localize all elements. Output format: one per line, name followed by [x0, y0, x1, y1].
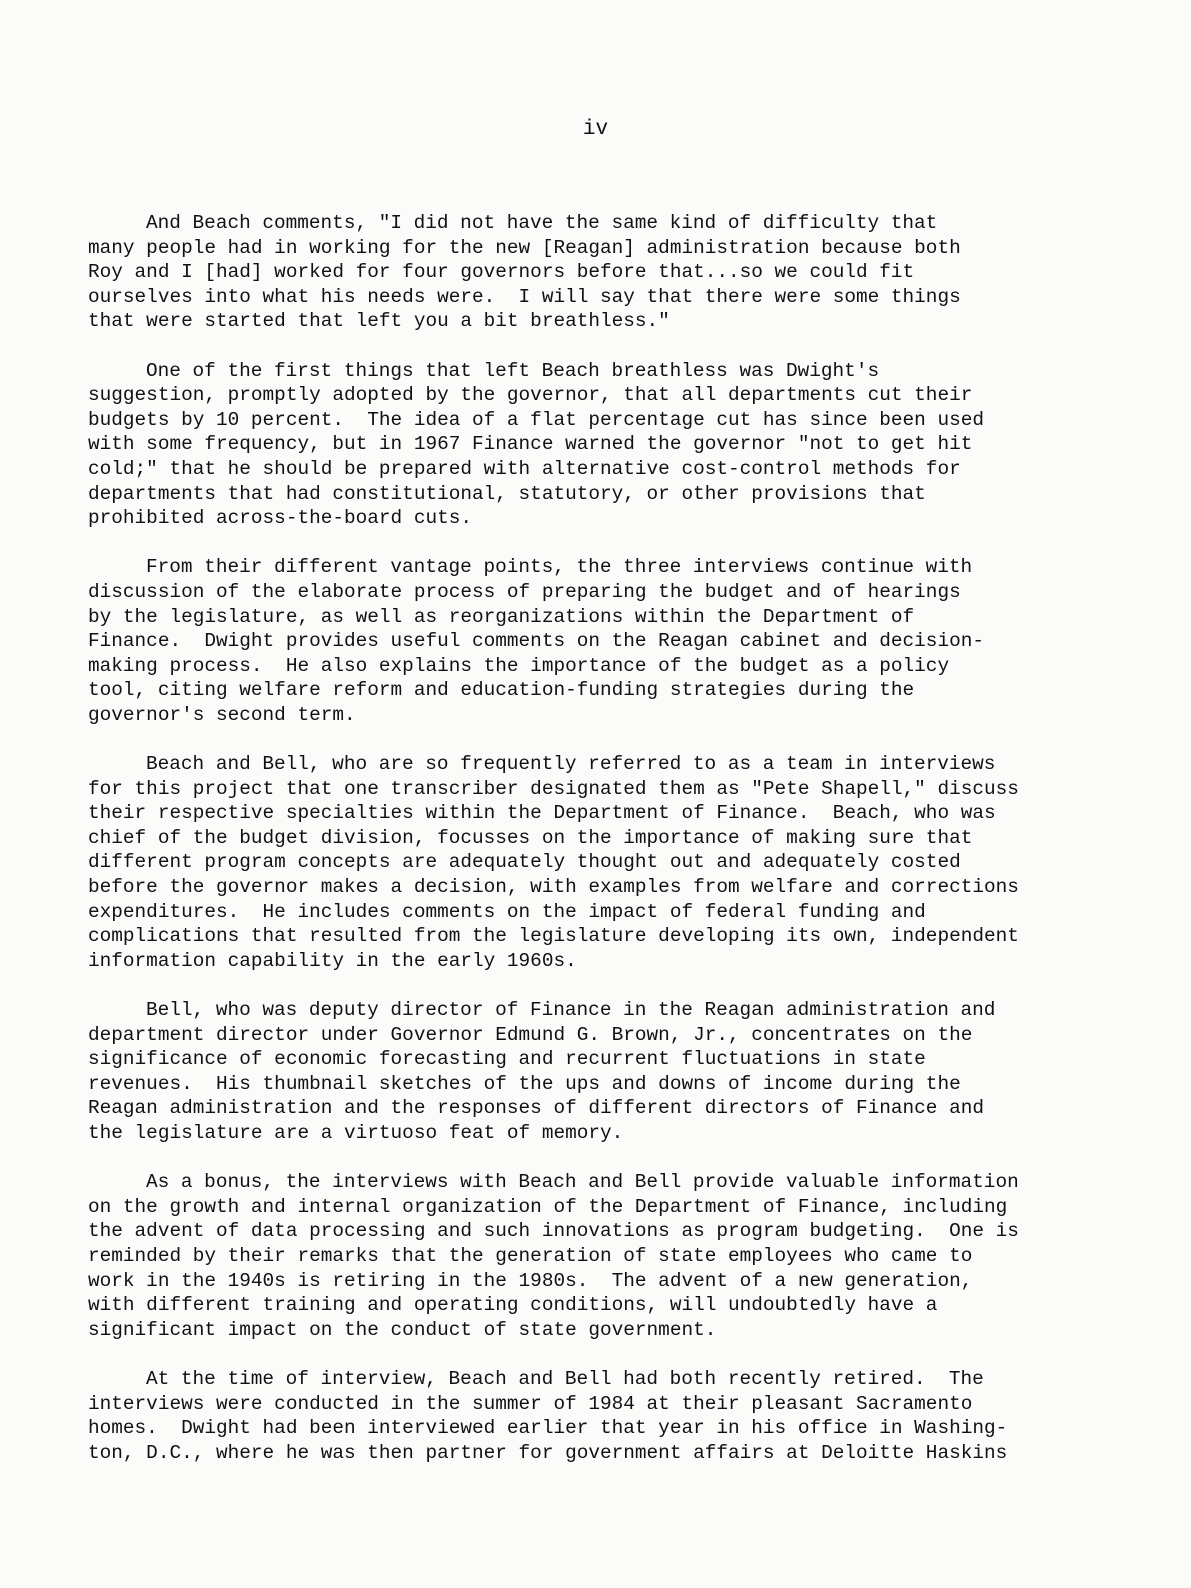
text-line: ton, D.C., where he was then partner for government affairs at Deloitte Haskins — [88, 1441, 1008, 1464]
text-line: tool, citing welfare reform and education-funding strategies during the — [88, 679, 915, 702]
text-line: information capability in the early 1960s. — [88, 949, 577, 972]
body-text — [88, 211, 1088, 1490]
text-line: significance of economic forecasting and recurrent fluctuations in state — [88, 1048, 926, 1071]
text-line: departments that had constitutional, statutory, or other provisions that — [88, 482, 926, 505]
text-line: for this project that one transcriber designated them as "Pete Shapell," discuss — [88, 777, 1019, 800]
paragraph — [88, 211, 1088, 334]
text-line: the advent of data processing and such innovations as program budgeting. One is — [88, 1220, 1019, 1243]
text-line: making process. He also explains the importance of the budget as a policy — [88, 654, 950, 677]
text-line: different program concepts are adequately thought out and adequately costed — [88, 851, 961, 874]
paragraph — [88, 359, 1088, 531]
text-line: their respective specialties within the Department of Finance. Beach, who was — [88, 802, 996, 825]
text-line: on the growth and internal organization of the Department of Finance, including — [88, 1195, 1008, 1218]
text-line: Finance. Dwight provides useful comments on the Reagan cabinet and decision- — [88, 630, 984, 653]
text-line: revenues. His thumbnail sketches of the ups and downs of income during the — [88, 1072, 961, 1095]
text-line: by the legislature, as well as reorganizations within the Department of — [88, 605, 915, 628]
text-line: Reagan administration and the responses of different directors of Finance and — [88, 1097, 984, 1120]
text-line: cold;" that he should be prepared with alternative cost-control methods for — [88, 457, 961, 480]
text-line: One of the first things that left Beach breathless was Dwight's — [146, 359, 880, 382]
text-line: Bell, who was deputy director of Finance in the Reagan administration and — [146, 999, 996, 1021]
text-line: ourselves into what his needs were. I will say that there were some things — [88, 285, 961, 308]
text-line: And Beach comments, "I did not have the same kind of difficulty that — [146, 212, 938, 234]
text-line: discussion of the elaborate process of preparing the budget and of hearings — [88, 580, 961, 603]
text-line: work in the 1940s is retiring in the 1980s. The advent of a new generation, — [88, 1269, 973, 1292]
text-line: As a bonus, the interviews with Beach and Bell provide valuable information — [146, 1171, 1019, 1194]
text-line: complications that resulted from the legislature developing its own, independent — [88, 925, 1019, 948]
text-line: that were started that left you a bit breathless." — [88, 310, 670, 333]
text-line: chief of the budget division, focusses on the importance of making sure that — [88, 826, 973, 849]
text-line: before the governor makes a decision, with examples from welfare and corrections — [88, 876, 1019, 899]
paragraph — [88, 1367, 1088, 1465]
text-line: prohibited across-the-board cuts. — [88, 507, 472, 530]
text-line: Roy and I [had] worked for four governors before that...so we could fit — [88, 261, 915, 284]
text-line: At the time of interview, Beach and Bell had both recently retired. The — [146, 1367, 984, 1390]
text-line: significant impact on the conduct of state government. — [88, 1318, 717, 1341]
text-line: homes. Dwight had been interviewed earlier that year in his office in Washing- — [88, 1417, 1008, 1440]
text-line: suggestion, promptly adopted by the governor, that all departments cut their — [88, 384, 973, 407]
text-line: the legislature are a virtuoso feat of memory. — [88, 1121, 624, 1144]
paragraph — [88, 752, 1088, 973]
text-line: budgets by 10 percent. The idea of a flat percentage cut has since been used — [88, 408, 984, 431]
text-line: interviews were conducted in the summer of 1984 at their pleasant Sacramento — [88, 1392, 973, 1415]
text-line: department director under Governor Edmund G. Brown, Jr., concentrates on the — [88, 1023, 973, 1046]
paragraph — [88, 555, 1088, 727]
paragraph — [88, 998, 1088, 1146]
text-line: with different training and operating conditions, will undoubtedly have a — [88, 1294, 938, 1317]
text-line: From their different vantage points, the three interviews continue with — [146, 556, 973, 579]
text-line: with some frequency, but in 1967 Finance warned the governor "not to get hit — [88, 433, 973, 456]
text-line: Beach and Bell, who are so frequently referred to as a team in interviews — [146, 753, 996, 776]
text-line: governor's second term. — [88, 703, 356, 726]
text-line: reminded by their remarks that the generation of state employees who came to — [88, 1244, 973, 1267]
text-line: expenditures. He includes comments on the impact of federal funding and — [88, 900, 926, 923]
page-number: iv — [582, 118, 609, 141]
text-line: many people had in working for the new [Reagan] administration because both — [88, 236, 961, 259]
paragraph — [88, 1170, 1088, 1342]
